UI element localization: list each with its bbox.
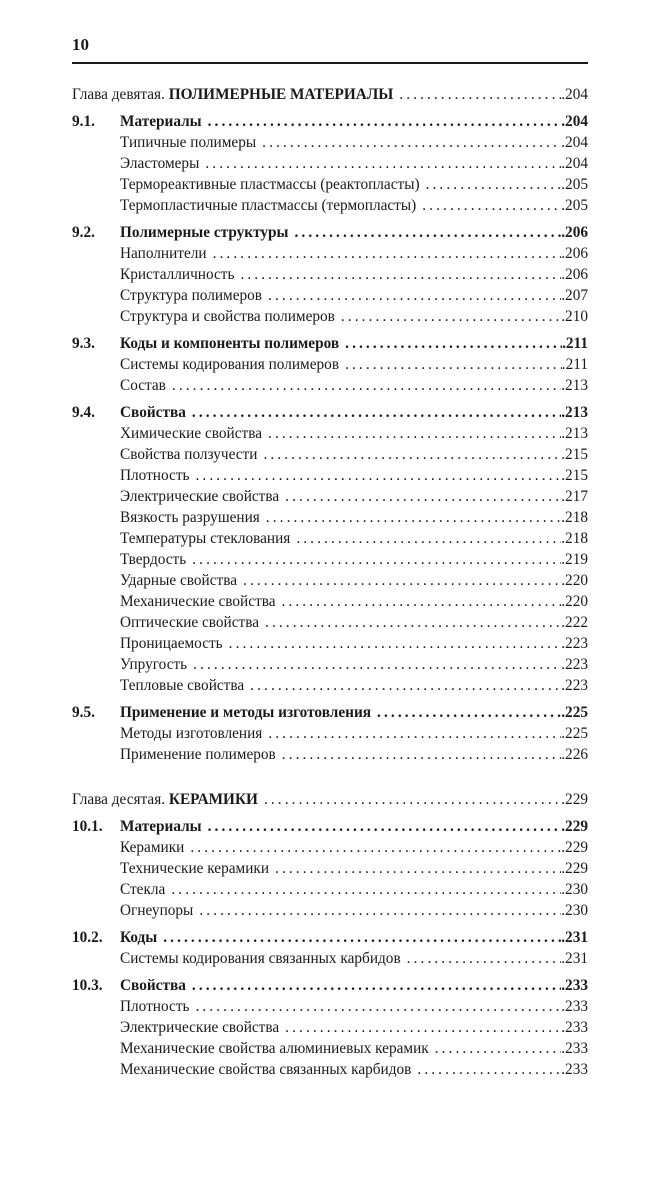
dot-leader: [263, 444, 561, 465]
section-block: [72, 702, 588, 765]
subsection-entry[interactable]: [72, 465, 588, 486]
section-number: 10.3.: [72, 977, 103, 994]
toc-entry: [120, 996, 588, 1017]
toc-page: [72, 34, 588, 1080]
toc-entry: [120, 879, 588, 900]
subsection-title: Электрические свойства: [120, 488, 280, 505]
subsection-title: Температуры стеклования: [120, 530, 291, 547]
subsection-title: Огнеупоры: [120, 902, 194, 919]
page-ref: .225: [561, 725, 588, 742]
subsection-entry[interactable]: [72, 675, 588, 696]
subsection-title: Системы кодирования полимеров: [120, 356, 340, 373]
toc-entry: [120, 195, 588, 216]
toc-entry: [120, 1017, 588, 1038]
toc-entry: [120, 306, 588, 327]
subsection-title: Состав: [120, 377, 166, 394]
dot-leader: [192, 975, 561, 996]
page-ref: .220: [561, 593, 588, 610]
section-number: 10.2.: [72, 929, 103, 946]
subsection-title: Свойства ползучести: [120, 446, 258, 463]
subsection-entry[interactable]: [72, 132, 588, 153]
chapter-title: [72, 789, 258, 811]
page-ref: .233: [561, 1061, 588, 1078]
dot-leader: [208, 816, 562, 837]
subsection-title: Применение полимеров: [120, 746, 276, 763]
subsection-title: Электрические свойства: [120, 1019, 280, 1036]
dot-leader: [275, 858, 561, 879]
subsection-entry[interactable]: [72, 354, 588, 375]
section-title: Свойства: [120, 404, 186, 421]
subsection-entry[interactable]: [72, 723, 588, 744]
page-ref: .211: [561, 356, 588, 373]
dot-leader: [213, 243, 562, 264]
page-ref: .229: [561, 818, 588, 835]
page-ref: .233: [561, 1040, 588, 1057]
toc-entry: [120, 222, 588, 243]
dot-leader: [295, 222, 562, 243]
subsection-title: Термореактивные пластмассы (реактопласты): [120, 176, 420, 193]
dot-leader: [264, 789, 561, 811]
subsection-title: Механические свойства: [120, 593, 276, 610]
page-ref: .205: [561, 197, 588, 214]
dot-leader: [265, 612, 561, 633]
page-ref: .229: [561, 839, 588, 856]
section-title: Полимерные структуры: [120, 224, 289, 241]
page-ref: .213: [561, 425, 588, 442]
dot-leader: [399, 84, 561, 106]
dot-leader: [426, 174, 562, 195]
chapter-title: [72, 84, 393, 106]
subsection-title: Вязкость разрушения: [120, 509, 260, 526]
page-ref: .207: [561, 287, 588, 304]
subsection-entry[interactable]: [72, 174, 588, 195]
subsection-title: Кристалличность: [120, 266, 235, 283]
toc-entry: [120, 264, 588, 285]
page-ref: .233: [561, 977, 588, 994]
dot-leader: [266, 507, 561, 528]
subsection-title: Технические керамики: [120, 860, 270, 877]
toc-entry: [120, 465, 588, 486]
section-title: Коды: [120, 929, 158, 946]
section-entry[interactable]: [72, 402, 588, 423]
section-entry[interactable]: [72, 975, 588, 996]
section-entry[interactable]: [72, 702, 588, 723]
page-ref: .223: [561, 677, 588, 694]
subsection-title: Структура полимеров: [120, 287, 263, 304]
page-number: 10: [72, 35, 89, 54]
toc-entry: [120, 900, 588, 921]
section-block: [72, 402, 588, 696]
subsection-title: Структура и свойства полимеров: [120, 308, 335, 325]
section-entry[interactable]: [72, 222, 588, 243]
toc-entry: [120, 111, 588, 132]
toc-entry: [120, 486, 588, 507]
toc-entry: [120, 744, 588, 765]
toc-entry: [120, 243, 588, 264]
subsection-entry[interactable]: [72, 375, 588, 396]
section-title: Материалы: [120, 113, 202, 130]
page-ref: .222: [561, 614, 588, 631]
dot-leader: [285, 1017, 561, 1038]
page-ref: .220: [561, 572, 588, 589]
toc-entry: [120, 927, 588, 948]
subsection-title: Системы кодирования связанных карбидов: [120, 950, 401, 967]
subsection-entry[interactable]: [72, 654, 588, 675]
toc-entry: [120, 591, 588, 612]
page-ref: .204: [561, 86, 588, 103]
dot-leader: [205, 153, 561, 174]
subsection-entry[interactable]: [72, 858, 588, 879]
chapter-name: ПОЛИМЕРНЫЕ МАТЕРИАЛЫ: [168, 86, 394, 103]
chapter-name: КЕРАМИКИ: [168, 791, 258, 808]
subsection-entry[interactable]: [72, 444, 588, 465]
subsection-entry[interactable]: [72, 507, 588, 528]
section-entry[interactable]: [72, 816, 588, 837]
page-ref: .211: [562, 335, 588, 352]
section-entry[interactable]: [72, 333, 588, 354]
page-ref: .217: [561, 488, 588, 505]
toc-entry: [120, 285, 588, 306]
section-number: 10.1.: [72, 818, 103, 835]
dot-leader: [268, 285, 561, 306]
section-number: 9.3.: [72, 335, 95, 352]
section-entry[interactable]: [72, 927, 588, 948]
page-ref: .219: [561, 551, 588, 568]
dot-leader: [240, 264, 561, 285]
dot-leader: [262, 132, 561, 153]
page-ref: .223: [561, 656, 588, 673]
dot-leader: [268, 723, 561, 744]
toc-entry: [120, 507, 588, 528]
dot-leader: [250, 675, 561, 696]
subsection-entry[interactable]: [72, 153, 588, 174]
subsection-title: Стекла: [120, 881, 166, 898]
page-ref: .225: [561, 704, 588, 721]
dot-leader: [377, 702, 561, 723]
subsection-entry[interactable]: [72, 549, 588, 570]
toc-entry: [120, 333, 588, 354]
dot-leader: [229, 633, 562, 654]
subsection-entry[interactable]: [72, 900, 588, 921]
chapter-row: [72, 84, 588, 106]
toc-entry: [120, 354, 588, 375]
subsection-entry[interactable]: [72, 1059, 588, 1080]
page-ref: .226: [561, 746, 588, 763]
subsection-title: Термопластичные пластмассы (термопласты): [120, 197, 417, 214]
dot-leader: [341, 306, 561, 327]
toc-entry: [120, 132, 588, 153]
subsection-title: Химические свойства: [120, 425, 263, 442]
chapter-entry[interactable]: [72, 789, 588, 811]
subsection-entry[interactable]: [72, 306, 588, 327]
subsection-entry[interactable]: [72, 948, 588, 969]
dot-leader: [268, 423, 561, 444]
dot-leader: [435, 1038, 562, 1059]
section-number: 9.2.: [72, 224, 95, 241]
subsection-title: Проницаемость: [120, 635, 223, 652]
page-ref: .231: [561, 950, 588, 967]
page-ref: .218: [561, 530, 588, 547]
subsection-title: Эластомеры: [120, 155, 200, 172]
subsection-entry[interactable]: [72, 1017, 588, 1038]
dot-leader: [208, 111, 562, 132]
dot-leader: [282, 744, 561, 765]
toc-entry: [120, 375, 588, 396]
subsection-entry[interactable]: [72, 570, 588, 591]
toc-entry: [120, 444, 588, 465]
toc-entry: [120, 1038, 588, 1059]
toc-entry: [120, 675, 588, 696]
page-ref: .213: [561, 404, 588, 421]
page-ref: .231: [561, 929, 588, 946]
page-ref: .204: [561, 113, 588, 130]
subsection-title: Механические свойства алюминиевых керамик: [120, 1040, 429, 1057]
section-number: 9.5.: [72, 704, 95, 721]
subsection-entry[interactable]: [72, 243, 588, 264]
page-ref: .213: [561, 377, 588, 394]
chapter-prefix: Глава десятая.: [72, 791, 166, 808]
section-block: [72, 222, 588, 327]
page-ref: .205: [561, 176, 588, 193]
toc-entry: [120, 612, 588, 633]
section-title: Применение и методы изготовления: [120, 704, 372, 721]
dot-leader: [192, 549, 561, 570]
subsection-entry[interactable]: [72, 633, 588, 654]
toc-entry: [120, 633, 588, 654]
page-ref: .206: [561, 245, 588, 262]
toc-entry: [120, 816, 588, 837]
chapter-row: [72, 789, 588, 811]
subsection-title: Наполнители: [120, 245, 207, 262]
toc-entry: [120, 702, 588, 723]
dot-leader: [195, 465, 561, 486]
dot-leader: [345, 354, 562, 375]
subsection-entry[interactable]: [72, 612, 588, 633]
dot-leader: [417, 1059, 561, 1080]
dot-leader: [193, 654, 561, 675]
dot-leader: [172, 375, 561, 396]
section-number: 9.1.: [72, 113, 95, 130]
subsection-title: Механические свойства связанных карбидов: [120, 1061, 412, 1078]
subsection-title: Твердость: [120, 551, 187, 568]
section-number: 9.4.: [72, 404, 95, 421]
subsection-title: Оптические свойства: [120, 614, 260, 631]
toc-entry: [120, 723, 588, 744]
page-ref: .204: [561, 155, 588, 172]
page-ref: .223: [561, 635, 588, 652]
page-ref: .215: [561, 467, 588, 484]
table-of-contents: [72, 84, 588, 1080]
page-ref: .206: [561, 224, 588, 241]
page-ref: .230: [561, 902, 588, 919]
page-ref: .233: [561, 1019, 588, 1036]
subsection-title: Методы изготовления: [120, 725, 263, 742]
subsection-entry[interactable]: [72, 591, 588, 612]
page-ref: .210: [561, 308, 588, 325]
dot-leader: [199, 900, 561, 921]
section-entry[interactable]: [72, 111, 588, 132]
toc-entry: [120, 975, 588, 996]
subsection-title: Ударные свойства: [120, 572, 238, 589]
page-ref: .230: [561, 881, 588, 898]
page-ref: .206: [561, 266, 588, 283]
toc-entry: [120, 528, 588, 549]
dot-leader: [296, 528, 561, 549]
toc-entry: [120, 423, 588, 444]
section-title: Коды и компоненты полимеров: [120, 335, 340, 352]
subsection-entry[interactable]: [72, 744, 588, 765]
toc-entry: [120, 837, 588, 858]
section-title: Материалы: [120, 818, 202, 835]
section-block: [72, 816, 588, 921]
toc-entry: [120, 948, 588, 969]
dot-leader: [345, 333, 562, 354]
subsection-entry[interactable]: [72, 195, 588, 216]
page-ref: .204: [561, 134, 588, 151]
dot-leader: [171, 879, 561, 900]
dot-leader: [285, 486, 561, 507]
section-block: [72, 975, 588, 1080]
subsection-entry[interactable]: [72, 879, 588, 900]
subsection-entry[interactable]: [72, 1038, 588, 1059]
subsection-entry[interactable]: [72, 486, 588, 507]
dot-leader: [195, 996, 561, 1017]
page-ref: .229: [561, 860, 588, 877]
page-ref: .233: [561, 998, 588, 1015]
toc-entry: [120, 549, 588, 570]
subsection-entry[interactable]: [72, 285, 588, 306]
dot-leader: [422, 195, 561, 216]
toc-entry: [72, 84, 588, 106]
toc-entry: [72, 789, 588, 811]
subsection-entry[interactable]: [72, 996, 588, 1017]
dot-leader: [282, 591, 562, 612]
toc-entry: [120, 174, 588, 195]
page-ref: .215: [561, 446, 588, 463]
subsection-title: Плотность: [120, 467, 190, 484]
chapter-entry[interactable]: [72, 84, 588, 106]
section-title: Свойства: [120, 977, 186, 994]
subsection-entry[interactable]: [72, 423, 588, 444]
subsection-title: Тепловые свойства: [120, 677, 245, 694]
dot-leader: [190, 837, 561, 858]
subsection-title: Керамики: [120, 839, 185, 856]
toc-entry: [120, 1059, 588, 1080]
subsection-title: Плотность: [120, 998, 190, 1015]
subsection-entry[interactable]: [72, 528, 588, 549]
toc-entry: [120, 858, 588, 879]
page-ref: .229: [561, 791, 588, 808]
subsection-entry[interactable]: [72, 837, 588, 858]
subsection-entry[interactable]: [72, 264, 588, 285]
subsection-title: Типичные полимеры: [120, 134, 257, 151]
subsection-title: Упругость: [120, 656, 188, 673]
toc-entry: [120, 153, 588, 174]
toc-entry: [120, 570, 588, 591]
toc-entry: [120, 402, 588, 423]
dot-leader: [192, 402, 561, 423]
chapter-prefix: Глава девятая.: [72, 86, 165, 103]
dot-leader: [163, 927, 561, 948]
section-block: [72, 333, 588, 396]
dot-leader: [243, 570, 561, 591]
toc-entry: [120, 654, 588, 675]
dot-leader: [407, 948, 562, 969]
page-ref: .218: [561, 509, 588, 526]
section-block: [72, 111, 588, 216]
header-rule: [72, 62, 588, 64]
section-block: [72, 927, 588, 969]
